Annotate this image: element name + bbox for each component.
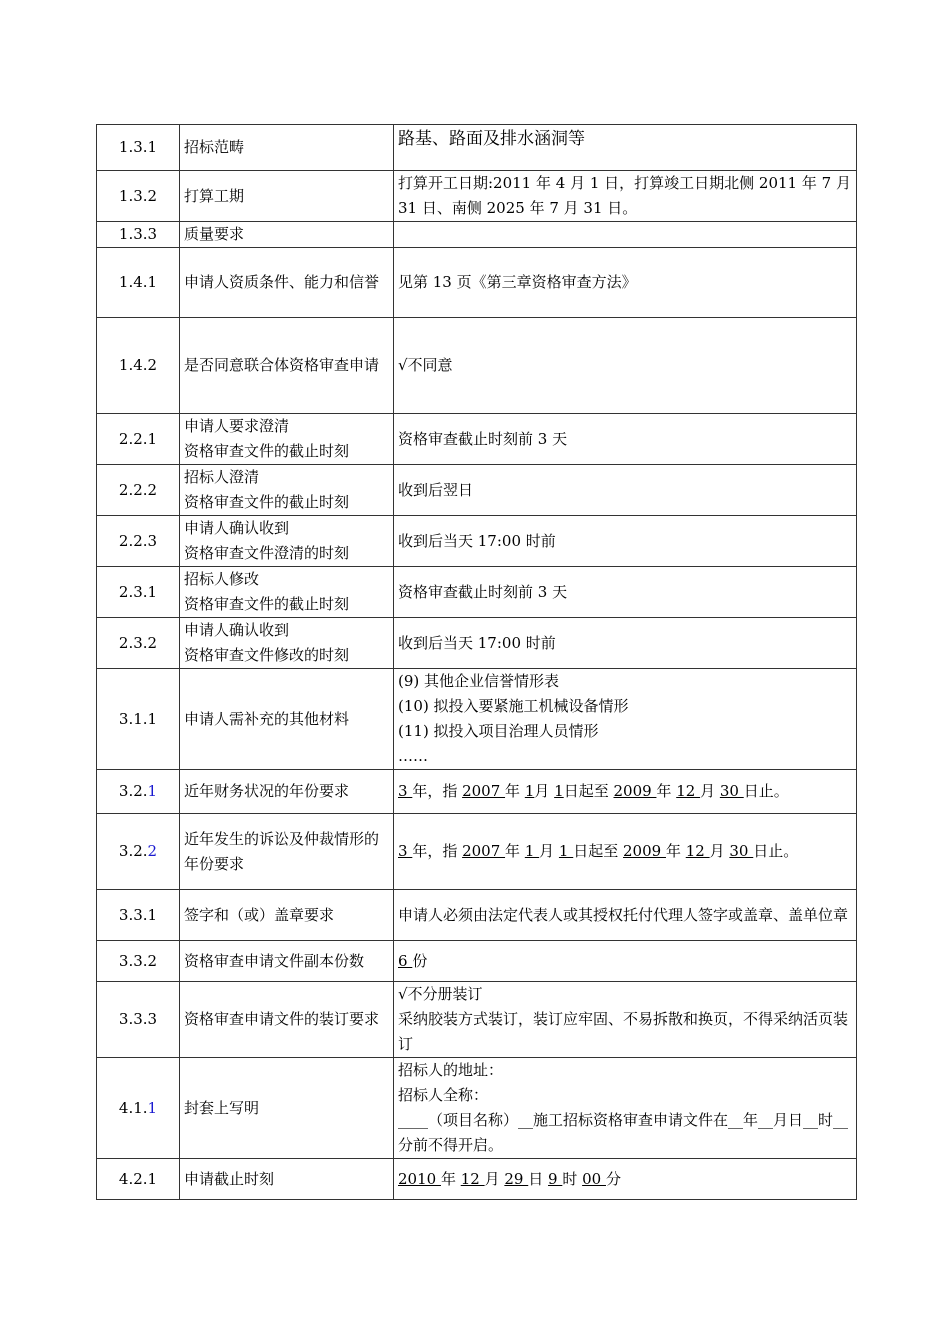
material-list-item: (11) 拟投入项目治理人员情形 (398, 722, 599, 740)
clause-number: 1.3.3 (97, 222, 180, 248)
table-row (97, 890, 857, 941)
table-row (97, 941, 857, 982)
deadline-hour-value: 9 (548, 1169, 563, 1188)
text-fragment: 月 (709, 842, 730, 860)
clause-number-suffix: 1 (147, 782, 158, 800)
clause-number: 2.2.2 (97, 465, 180, 516)
clause-item: 申请人需补充的其他材料 (180, 669, 394, 770)
material-list-item: …… (398, 747, 428, 765)
table-row (97, 318, 857, 414)
clause-content: 见第 13 页《第三章资格审查方法》 (394, 248, 857, 318)
clause-item-line: 申请人确认收到 (184, 519, 290, 537)
clause-number: 2.2.3 (97, 516, 180, 567)
text-fragment: 日止。 (753, 842, 799, 860)
clause-number: 2.3.1 (97, 567, 180, 618)
clause-item (180, 516, 394, 567)
end-month-value: 12 (676, 782, 701, 800)
clause-item (180, 465, 394, 516)
text-fragment: 月 (539, 842, 559, 860)
clause-content (394, 669, 857, 770)
material-list-item: (10) 拟投入要紧施工机械设备情形 (398, 697, 629, 715)
clause-item-line: 年份要求 (184, 854, 245, 873)
clause-item: 近年财务状况的年份要求 (180, 770, 394, 814)
envelope-notice-line: ____（项目名称）__施工招标资格审查申请文件在__年__月日__时__分前不得开启。 (398, 1111, 849, 1154)
text-fragment: 年 (656, 782, 677, 800)
clause-number: 1.4.2 (97, 318, 180, 414)
clause-content: 资格审查截止时刻前 3 天 (394, 567, 857, 618)
table-row (97, 1058, 857, 1159)
end-year-value: 2009 (613, 782, 657, 800)
clause-number: 2.2.1 (97, 414, 180, 465)
clause-item-line: 招标人澄清 (184, 468, 260, 486)
clause-number (97, 770, 180, 814)
table-row (97, 618, 857, 669)
table-row (97, 1159, 857, 1200)
material-list-item: (9) 其他企业信誉情形表 (398, 672, 560, 690)
end-day-value: 30 (729, 842, 754, 860)
text-fragment: 年 (665, 842, 686, 860)
clause-item: 是否同意联合体资格审查申请 (180, 318, 394, 414)
clause-number (97, 814, 180, 890)
clause-item-line: 申请人要求澄清 (184, 417, 290, 435)
deadline-year-value: 2010 (398, 1169, 441, 1188)
clause-item-line: 近年发生的诉讼及仲裁情形的 (184, 829, 380, 848)
table-row (97, 516, 857, 567)
clause-item-line: 资格审查文件的截止时刻 (184, 595, 350, 613)
start-month-value: 1 (524, 842, 540, 860)
clause-content: √不同意 (394, 318, 857, 414)
end-month-value: 12 (685, 842, 710, 860)
tender-data-table (96, 124, 857, 1200)
clause-number-main: 3.2. (118, 842, 148, 860)
clause-number-main: 4.1. (118, 1098, 148, 1117)
end-day-value: 30 (719, 782, 744, 800)
deadline-month-value: 12 (460, 1169, 485, 1188)
start-month-value: 1 (524, 782, 535, 800)
start-day-value: 1 (558, 842, 574, 860)
envelope-name-line: 招标人全称： (398, 1086, 489, 1104)
text-fragment: 月 (484, 1169, 505, 1188)
clause-content: 资格审查截止时刻前 3 天 (394, 414, 857, 465)
envelope-address-line: 招标人的地址： (398, 1061, 504, 1079)
clause-number-main: 3.2. (118, 782, 148, 800)
clause-item (180, 414, 394, 465)
clause-number: 3.3.2 (97, 941, 180, 982)
copies-value: 6 (398, 951, 413, 970)
clause-number: 4.2.1 (97, 1159, 180, 1200)
clause-item: 打算工期 (180, 171, 394, 222)
clause-item-line: 申请人确认收到 (184, 621, 290, 639)
deadline-minute-value: 00 (582, 1169, 606, 1188)
text-fragment: 年 (505, 842, 525, 860)
binding-description: 采纳胶装方式装订，装订应牢固、不易拆散和换页，不得采纳活页装订 (398, 1010, 849, 1053)
clause-content (394, 941, 857, 982)
text-fragment: 年，指 (412, 842, 463, 860)
text-fragment: 时 (562, 1169, 583, 1188)
clause-number: 1.4.1 (97, 248, 180, 318)
table-row (97, 248, 857, 318)
start-year-value: 2007 (462, 782, 506, 800)
clause-item: 签字和（或）盖章要求 (180, 890, 394, 941)
table-row (97, 982, 857, 1058)
clause-content (394, 982, 857, 1058)
clause-content (394, 1058, 857, 1159)
clause-item-line: 资格审查文件澄清的时刻 (184, 544, 350, 562)
deadline-day-value: 29 (504, 1169, 529, 1188)
table-row (97, 125, 857, 171)
clause-item (180, 814, 394, 890)
text-fragment: 年 (440, 1169, 461, 1188)
clause-item-line: 资格审查文件的截止时刻 (184, 442, 350, 460)
table-row (97, 567, 857, 618)
clause-number-suffix: 1 (147, 1098, 158, 1117)
clause-content (394, 814, 857, 890)
text-fragment: 月 (700, 782, 720, 800)
clause-item: 质量要求 (180, 222, 394, 248)
clause-number: 3.1.1 (97, 669, 180, 770)
clause-number: 1.3.2 (97, 171, 180, 222)
text-fragment: 日起至 (573, 842, 624, 860)
clause-content: 收到后当天 17:00 时前 (394, 618, 857, 669)
table-row (97, 669, 857, 770)
clause-number: 1.3.1 (97, 125, 180, 171)
clause-content: 收到后翌日 (394, 465, 857, 516)
table-row (97, 414, 857, 465)
clause-content (394, 1159, 857, 1200)
clause-item: 封套上写明 (180, 1058, 394, 1159)
binding-option: √不分册装订 (398, 985, 483, 1003)
text-fragment: 月 (534, 782, 555, 800)
clause-number-suffix: 2 (147, 842, 158, 860)
clause-item: 招标范畴 (180, 125, 394, 171)
start-day-value: 1 (554, 782, 564, 800)
years-value: 3 (398, 782, 413, 800)
table-row (97, 770, 857, 814)
clause-content: 申请人必须由法定代表人或其授权托付代理人签字或盖章、盖单位章 (394, 890, 857, 941)
table-row (97, 814, 857, 890)
clause-number (97, 1058, 180, 1159)
text-fragment: 日起至 (563, 782, 614, 800)
clause-item-line: 招标人修改 (184, 570, 260, 588)
years-value: 3 (398, 842, 413, 860)
clause-number: 3.3.1 (97, 890, 180, 941)
clause-item (180, 618, 394, 669)
clause-item: 申请截止时刻 (180, 1159, 394, 1200)
clause-item-line: 资格审查文件的截止时刻 (184, 493, 350, 511)
table-row (97, 465, 857, 516)
clause-item: 资格审查申请文件副本份数 (180, 941, 394, 982)
table-row (97, 222, 857, 248)
text-fragment: 年 (505, 782, 525, 800)
clause-content (394, 770, 857, 814)
table-row (97, 171, 857, 222)
clause-content: 打算开工日期:2011 年 4 月 1 日，打算竣工日期北侧 2011 年 7 月 31 日、南侧 2025 年 7 月 31 日。 (394, 171, 857, 222)
clause-item (180, 567, 394, 618)
text-fragment: 日 (528, 1169, 549, 1188)
clause-item-line: 资格审查文件修改的时刻 (184, 646, 350, 664)
clause-content (394, 222, 857, 248)
clause-content: 收到后当天 17:00 时前 (394, 516, 857, 567)
clause-item: 资格审查申请文件的装订要求 (180, 982, 394, 1058)
text-fragment: 日止。 (743, 782, 789, 800)
clause-item: 申请人资质条件、能力和信誉 (180, 248, 394, 318)
text-fragment: 分 (605, 1169, 621, 1188)
clause-number: 3.3.3 (97, 982, 180, 1058)
end-year-value: 2009 (623, 842, 666, 860)
text-fragment: 份 (412, 951, 428, 970)
clause-content: 路基、路面及排水涵洞等 (394, 125, 857, 171)
start-year-value: 2007 (462, 842, 506, 860)
clause-number: 2.3.2 (97, 618, 180, 669)
text-fragment: 年，指 (412, 782, 463, 800)
